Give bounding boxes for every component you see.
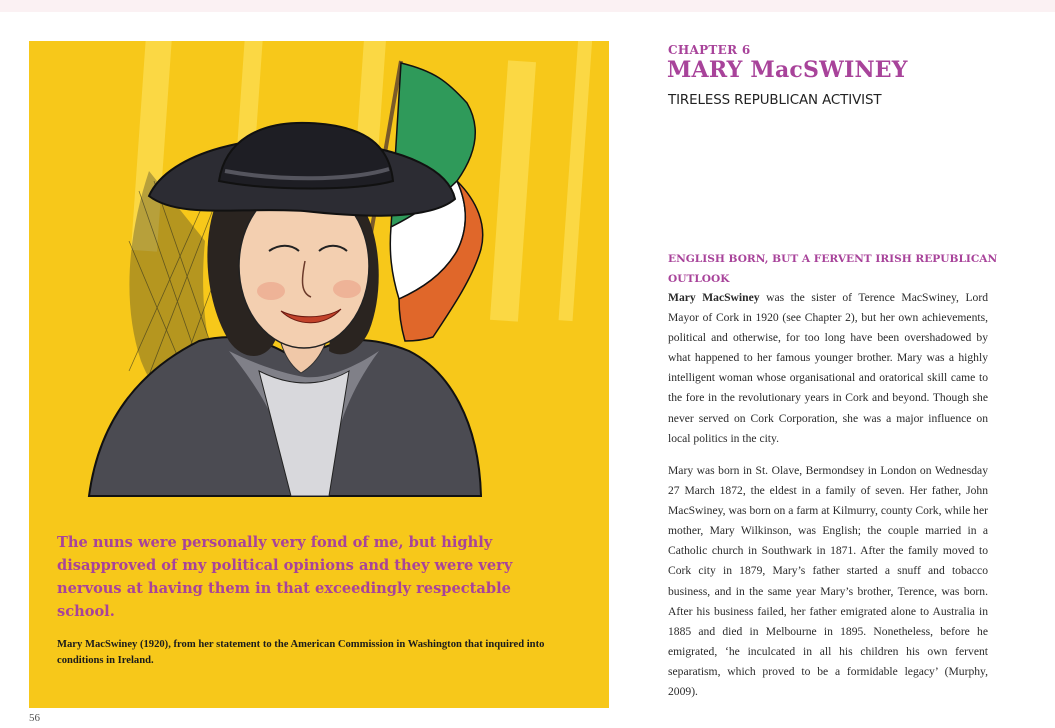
- lead-name: Mary MacSwiney: [668, 291, 760, 304]
- body-paragraph-2: Mary was born in St. Olave, Bermondsey in London on Wednesday 27 March 1872, the eldest in a family of seven. Her father, John MacSwiney, was born on a farm at Kilmurry, county Cork, while her mother, Mary Wilkinson, was English; the couple married in a Catholic church in Southwark in 1871. After the family moved to Cork city in 1879, Mary’s father started a snuff and tobacco business, and in the same year Mary’s brother, Terence, was born. After his business failed, her father emigrated alone to Australia in 1885 and died in Melbourne in 1895. Nonetheless, before he emigrated, ‘he inculcated in all his children his own fervent separatism, which proved to be a formidable legacy’ (Murphy, 2009).: [668, 464, 988, 699]
- illustration-panel: [29, 41, 609, 708]
- paragraph-text: was the sister of Terence MacSwiney, Lord Mayor of Cork in 1920 (see Chapter 2), but her own achievements, political and otherwise, for too long have been overshadowed by what happened to her famous younger brother. Mary was a highly intelligent woman whose organisational and oratorical skill came to the fore in the revolutionary years in Cork and beyond. Though she never served on Cork Corporation, she was a major influence on local politics in the city.: [668, 291, 988, 445]
- body-paragraph-1: [668, 288, 988, 449]
- chapter-subtitle: TIRELESS REPUBLICAN ACTIVIST: [668, 93, 882, 108]
- portrait-illustration: [29, 41, 609, 511]
- section-heading: ENGLISH BORN, BUT A FERVENT IRISH REPUBLICAN OUTLOOK: [668, 253, 998, 285]
- quote-attribution: Mary MacSwiney (1920), from her statement to the American Commission in Washington that inquired into conditions in Ireland.: [57, 639, 545, 666]
- chapter-title: MARY MacSWINEY: [667, 57, 908, 83]
- pull-quote: The nuns were personally very fond of me, but highly disapproved of my political opinions and they were very nervous at having them in that exceedingly respectable school.: [57, 534, 513, 620]
- cheek: [257, 282, 285, 300]
- cheek: [333, 280, 361, 298]
- top-band: [0, 0, 1055, 12]
- chapter-label: CHAPTER 6: [668, 43, 751, 57]
- page-number: 56: [29, 712, 40, 724]
